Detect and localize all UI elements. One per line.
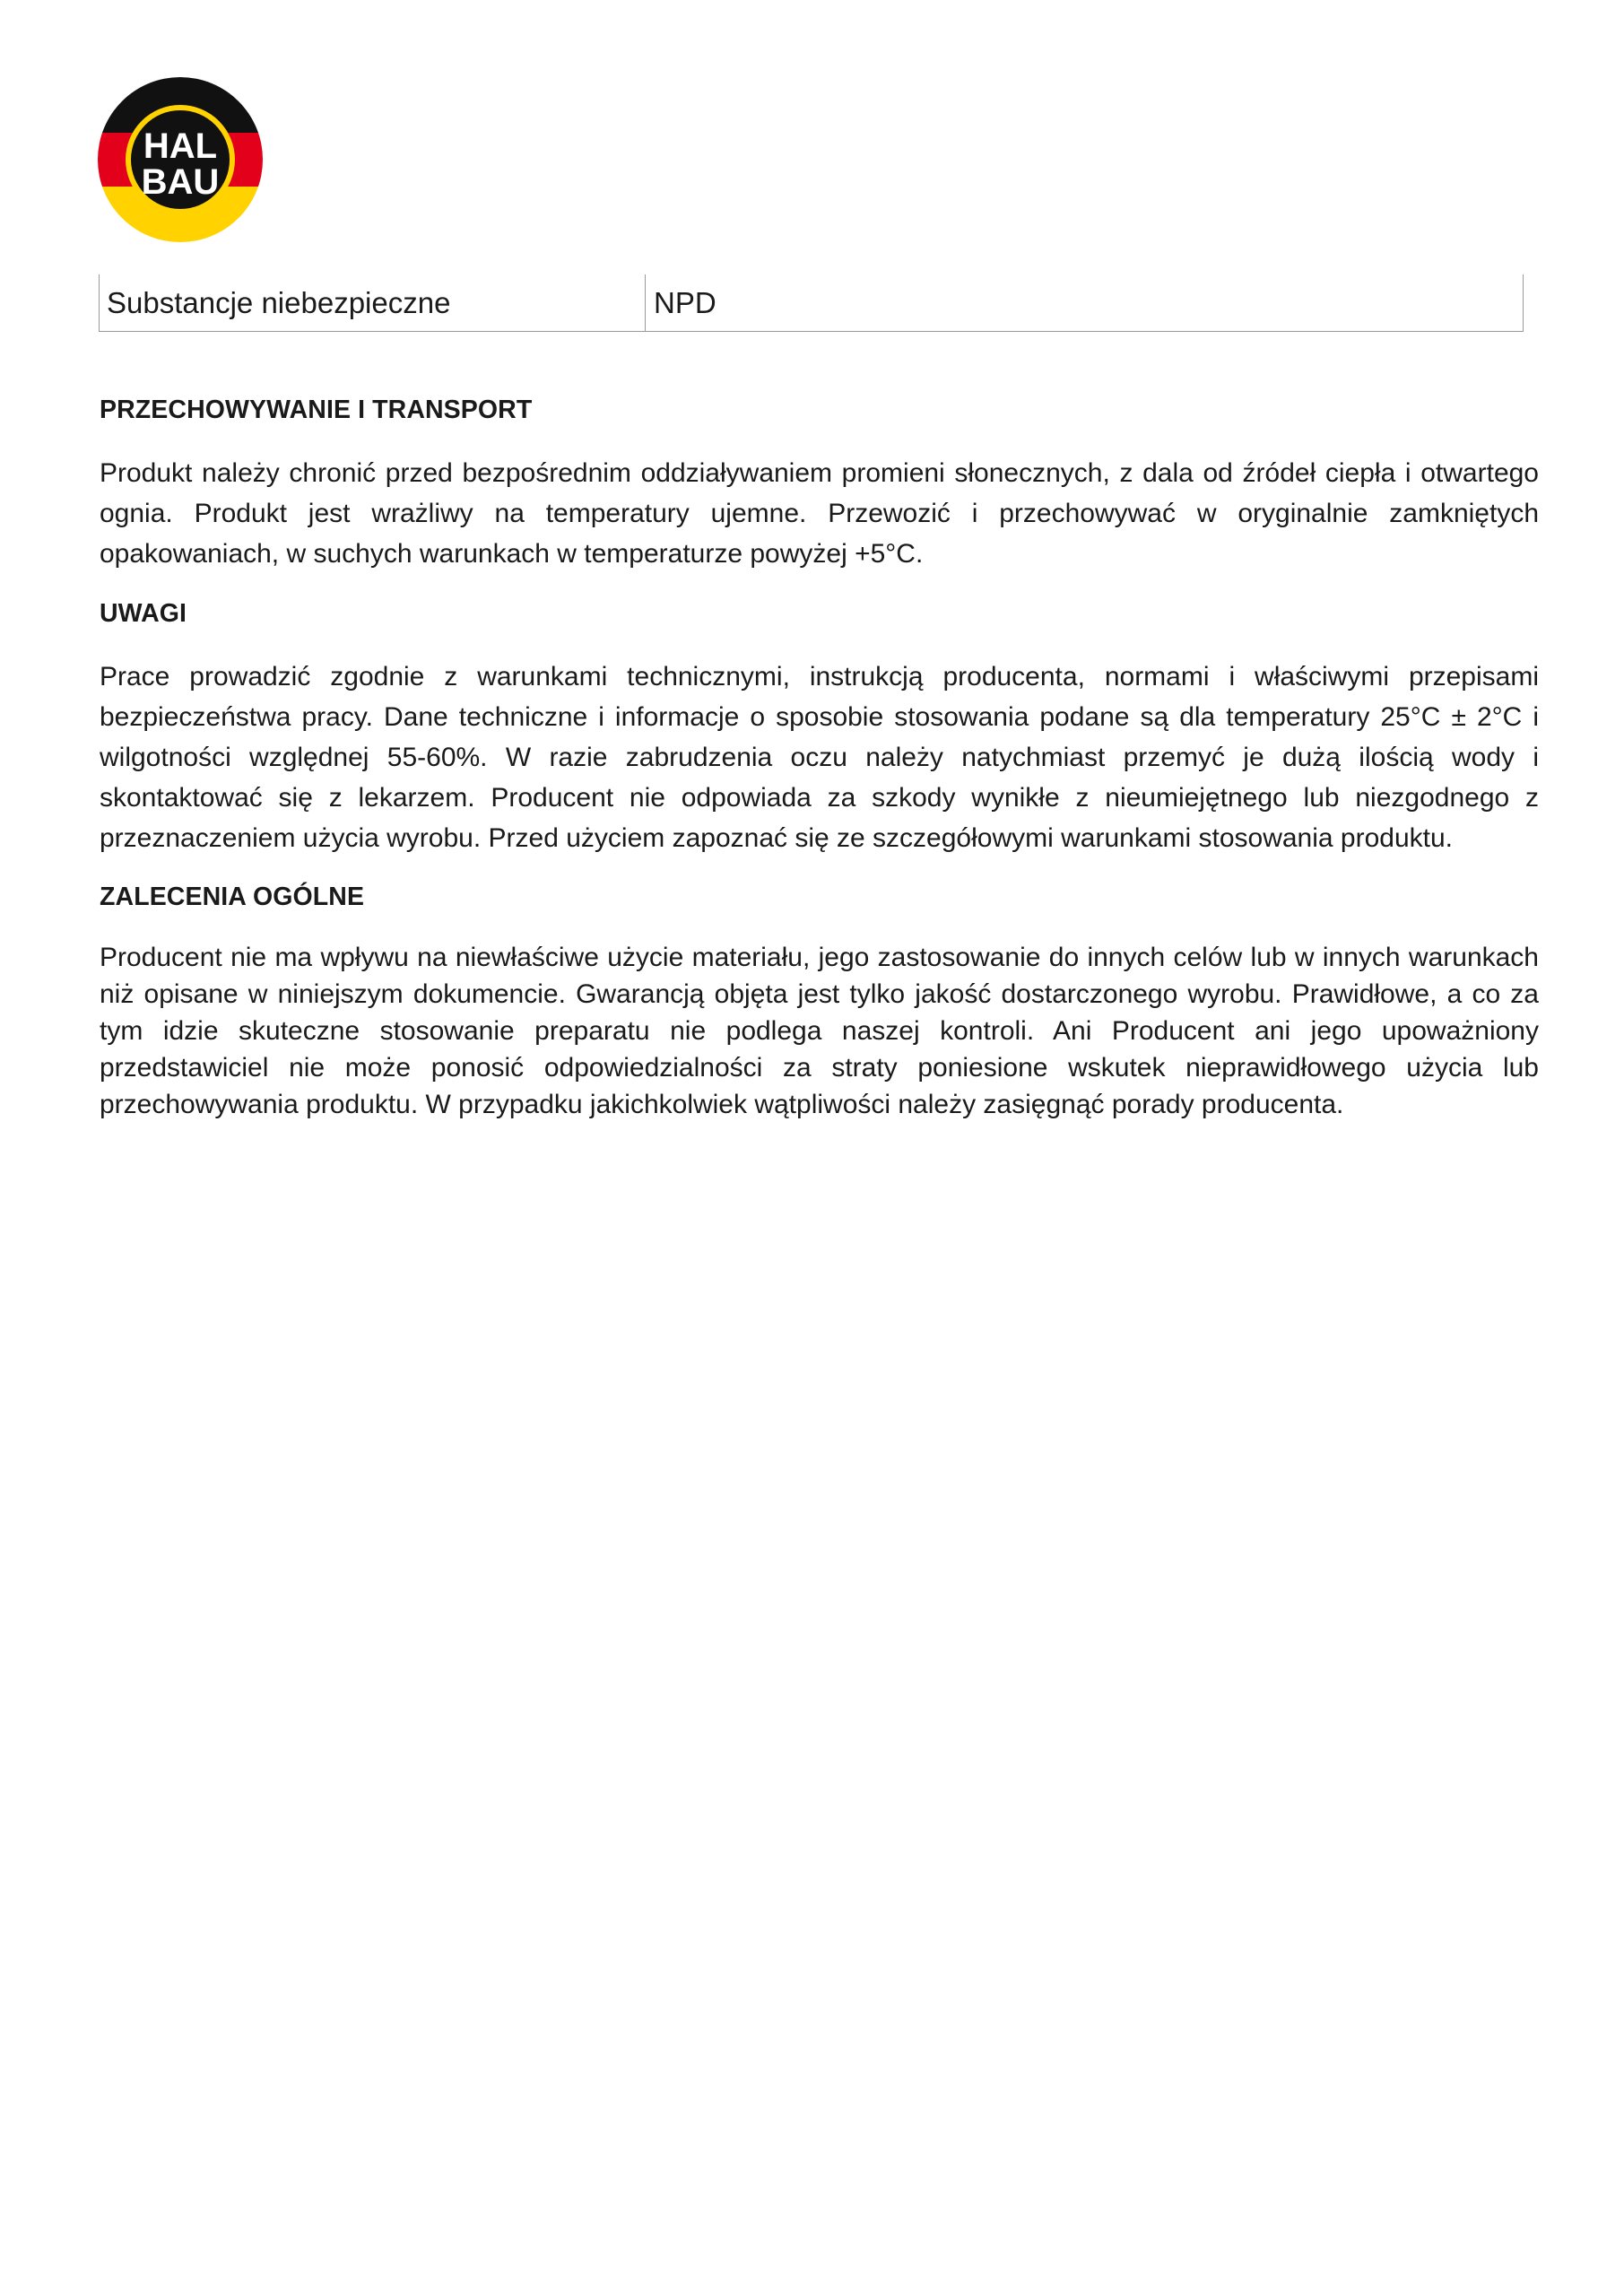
spec-table [99,274,1524,332]
spec-value-cell: NPD [654,285,716,319]
logo-text-hal: HAL [143,126,218,166]
notes-heading: UWAGI [100,599,187,628]
logo-text-bau: BAU [141,162,220,202]
notes-paragraph: Prace prowadzić zgodnie z warunkami technicznymi, instrukcją producenta, normami i właściwymi przepisami bezpieczeństwa pracy. Dane techniczne i informacje o sposobie stosowania podane są dla temperatury 25°C ± 2°C i wilgotności względnej 55-60%. W razie zabrudzenia oczu należy natychmiast przemyć je dużą ilością wody i skontaktować się z lekarzem. Producent nie odpowiada za szkody wynikłe z nieumiejętnego lub niezgodnego z przeznaczeniem użycia wyrobu. Przed użyciem zapoznać się ze szczegółowymi warunkami stosowania produktu. [100,662,1539,853]
storage-paragraph: Produkt należy chronić przed bezpośrednim oddziaływaniem promieni słonecznych, z dala od źródeł ciepła i otwartego ognia. Produkt jest wrażliwy na temperatury ujemne. Przewozić i przechowywać w oryginalnie zamkniętych opakowaniach, w suchych warunkach w temperaturze powyżej +5°C. [100,458,1539,569]
spec-name-cell: Substancje niebezpieczne [100,274,646,331]
general-paragraph: Producent nie ma wpływu na niewłaściwe użycie materiału, jego zastosowanie do innych celów lub w innych warunkach niż opisane w niniejszym dokumencie. Gwarancją objęta jest tylko jakość dostarczonego wyrobu. Prawidłowe, a co za tym idzie skuteczne stosowanie preparatu nie podlega naszej kontroli. Ani Producent ani jego upoważniony przedstawiciel nie może ponosić odpowiedzialności za straty poniesione wskutek nieprawidłowego użycia lub przechowywania produktu. W przypadku jakichkolwiek wątpliwości należy zasięgnąć porady producenta. [100,943,1539,1119]
storage-heading: PRZECHOWYWANIE I TRANSPORT [100,396,533,424]
halbau-logo [96,75,265,244]
general-heading: ZALECENIA OGÓLNE [100,883,365,911]
